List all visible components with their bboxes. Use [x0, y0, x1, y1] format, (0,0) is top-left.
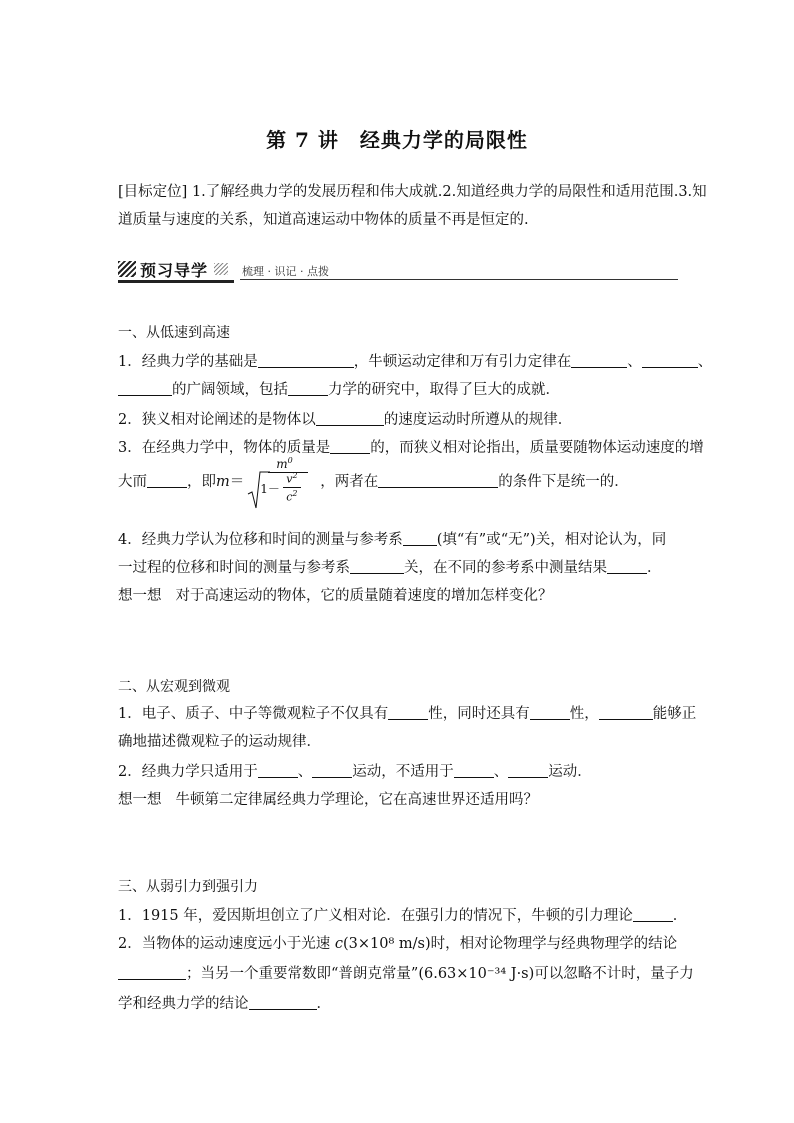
banner-title: 预习导学: [140, 260, 209, 280]
s2-q1-text-b: 性，同时还具有: [428, 706, 530, 722]
s2-q1-line1: [118, 702, 697, 723]
s3-q2-text-a: 2．当物体的运动速度远小于光速: [118, 936, 335, 952]
s1-q3-line1: [118, 436, 704, 457]
answer-blank[interactable]: [571, 353, 627, 368]
stripe-tail-icon: [214, 263, 228, 275]
answer-blank[interactable]: [508, 763, 548, 778]
goal-line-2: 道质量与速度的关系，知道高速运动中物体的质量不再是恒定的.: [118, 212, 529, 228]
think-question: 牛顿第二定律属经典力学理论，它在高速世界还适用吗？: [175, 792, 538, 808]
s3-q2-line1: [118, 932, 684, 953]
light-speed-symbol: c: [334, 936, 343, 952]
s1-q1-text-f: 力学的研究中，取得了巨大的成就．: [328, 382, 560, 398]
s1-q3-text-b: 的，而狭义相对论指出，质量要随物体运动速度的增: [370, 440, 704, 456]
s1-q4-line1: [118, 528, 684, 549]
s3-q2-text-f: ．: [316, 996, 331, 1012]
answer-blank[interactable]: [118, 965, 186, 980]
mass-symbol: m: [216, 474, 230, 490]
banner-underline: [118, 280, 234, 283]
s1-q4-text-d: 关，在不同的参考系中测量结果: [404, 560, 607, 576]
formula-v2: $v^2$: [286, 471, 298, 486]
s2-q1-line2: 确地描述微观粒子的运动规律．: [118, 734, 321, 750]
answer-blank[interactable]: [388, 705, 428, 720]
s1-q4-text-b: (填“有”或“无”)关，相对论认为，同: [436, 532, 667, 548]
s2-q2-text-b: 、: [297, 764, 313, 780]
answer-blank[interactable]: [454, 763, 494, 778]
s1-q3-text-a: 3．在经典力学中，物体的质量是: [118, 440, 331, 456]
s2-q2-text-e: 运动．: [548, 764, 592, 780]
s1-q2-text-a: 2．狭义相对论阐述的是物体以: [118, 412, 316, 428]
think-label: 想一想: [118, 792, 162, 808]
answer-blank[interactable]: [642, 353, 698, 368]
s1-q1-text-c: 、: [627, 354, 642, 370]
s2-q2-text-d: 、: [493, 764, 509, 780]
mass-formula: [246, 456, 318, 508]
stripe-icon: [118, 261, 136, 277]
s3-q1-text-a: 1．1915 年，爱因斯坦创立了广义相对论．在强引力的情况下，牛顿的引力理论: [118, 908, 633, 924]
s1-q4-text-a: 4．经典力学认为位移和时间的测量与参考系: [118, 532, 403, 548]
s1-q1-text-d: 、: [697, 354, 713, 370]
formula-numerator: $m^0$: [276, 456, 293, 471]
s1-q1-line1: [118, 350, 713, 371]
s3-q2-line2: [118, 962, 694, 983]
preview-banner: [118, 258, 678, 282]
think-label: 想一想: [118, 588, 162, 604]
s1-q1-text-b: ，牛顿运动定律和万有引力定律在: [353, 354, 572, 370]
answer-blank[interactable]: [350, 559, 404, 574]
s3-q2-text-e: 学和经典力学的结论: [118, 996, 249, 1012]
s1-q4-text-e: ．: [647, 560, 662, 576]
answer-blank[interactable]: [249, 995, 317, 1010]
equals-sign: ＝: [229, 474, 245, 490]
answer-blank[interactable]: [118, 381, 172, 396]
s2-q2-text-a: 2．经典力学只适用于: [118, 764, 258, 780]
banner-box: [118, 258, 228, 280]
s2-q1-text-d: 能够正: [652, 706, 697, 722]
lesson-title: 第 7 讲 经典力学的局限性: [266, 128, 528, 152]
s1-q1-line2: [118, 378, 684, 399]
answer-blank[interactable]: [147, 473, 187, 488]
s1-q4-text-c: 一过程的位移和时间的测量与参考系: [118, 560, 350, 576]
s1-q3-text-c: 大而: [118, 474, 147, 490]
answer-blank[interactable]: [258, 353, 354, 368]
banner-rule: [240, 279, 678, 280]
s1-q1-text-a: 1．经典力学的基础是: [118, 354, 258, 370]
s1-q4-line2: [118, 556, 684, 577]
answer-blank[interactable]: [633, 907, 673, 922]
s1-q2: [118, 408, 684, 429]
s2-q1-text-c: 性，: [569, 706, 599, 722]
formula-inner-bar: [283, 487, 301, 488]
s1-q1-text-e: 的广阔领域，包括: [172, 382, 288, 398]
goal-line-1: [118, 180, 707, 201]
s3-q2-text-b: (3×10⁸ m/s)时，相对论物理学与经典物理学的结论: [342, 936, 678, 952]
answer-blank[interactable]: [312, 763, 352, 778]
goal-label: [目标定位]: [118, 184, 188, 200]
section3-heading: 三、从弱引力到强引力: [118, 879, 258, 895]
s1-q3-text-d: ，即: [187, 474, 216, 490]
s1-q3-text-e: ，两者在: [320, 474, 379, 490]
answer-blank[interactable]: [316, 411, 384, 426]
answer-blank[interactable]: [530, 705, 570, 720]
answer-blank[interactable]: [288, 381, 328, 396]
answer-blank[interactable]: [330, 439, 370, 454]
s1-q3-text-f: 的条件下是统一的．: [498, 474, 629, 490]
answer-blank[interactable]: [258, 763, 298, 778]
s2-q2-text-c: 运动，不适用于: [352, 764, 454, 780]
answer-blank[interactable]: [403, 531, 437, 546]
s3-q1-text-b: ．: [672, 908, 688, 924]
answer-blank[interactable]: [599, 705, 653, 720]
s2-q1-text-a: 1．电子、质子、中子等微观粒子不仅具有: [118, 706, 389, 722]
s2-think: [118, 788, 684, 809]
formula-c2: $c^2$: [286, 489, 298, 504]
formula-one-minus: 1－: [260, 482, 280, 496]
s3-q1: [118, 904, 688, 925]
section2-heading: 二、从宏观到微观: [118, 679, 230, 695]
s2-q2: [118, 760, 684, 781]
banner-subtitle: 梳理 · 识记 · 点拨: [242, 265, 329, 278]
think-question: 对于高速运动的物体，它的质量随着速度的增加怎样变化？: [175, 588, 553, 604]
s3-q2-line3: [118, 992, 684, 1013]
goal-text-1: 1.了解经典力学的发展历程和伟大成就.2.知道经典力学的局限性和适用范围.3.知: [191, 184, 707, 200]
section1-heading: 一、从低速到高速: [118, 325, 230, 341]
s1-think: [118, 584, 684, 605]
s1-q2-text-b: 的速度运动时所遵从的规律．: [383, 412, 573, 428]
s1-q3-line2: [118, 456, 684, 508]
s3-q2-text-d: ；当另一个重要常数即“普朗克常量”(6.63×10⁻³⁴ J·s)可以忽略不计时，量子力: [186, 966, 694, 982]
answer-blank[interactable]: [607, 559, 647, 574]
answer-blank[interactable]: [378, 473, 498, 488]
